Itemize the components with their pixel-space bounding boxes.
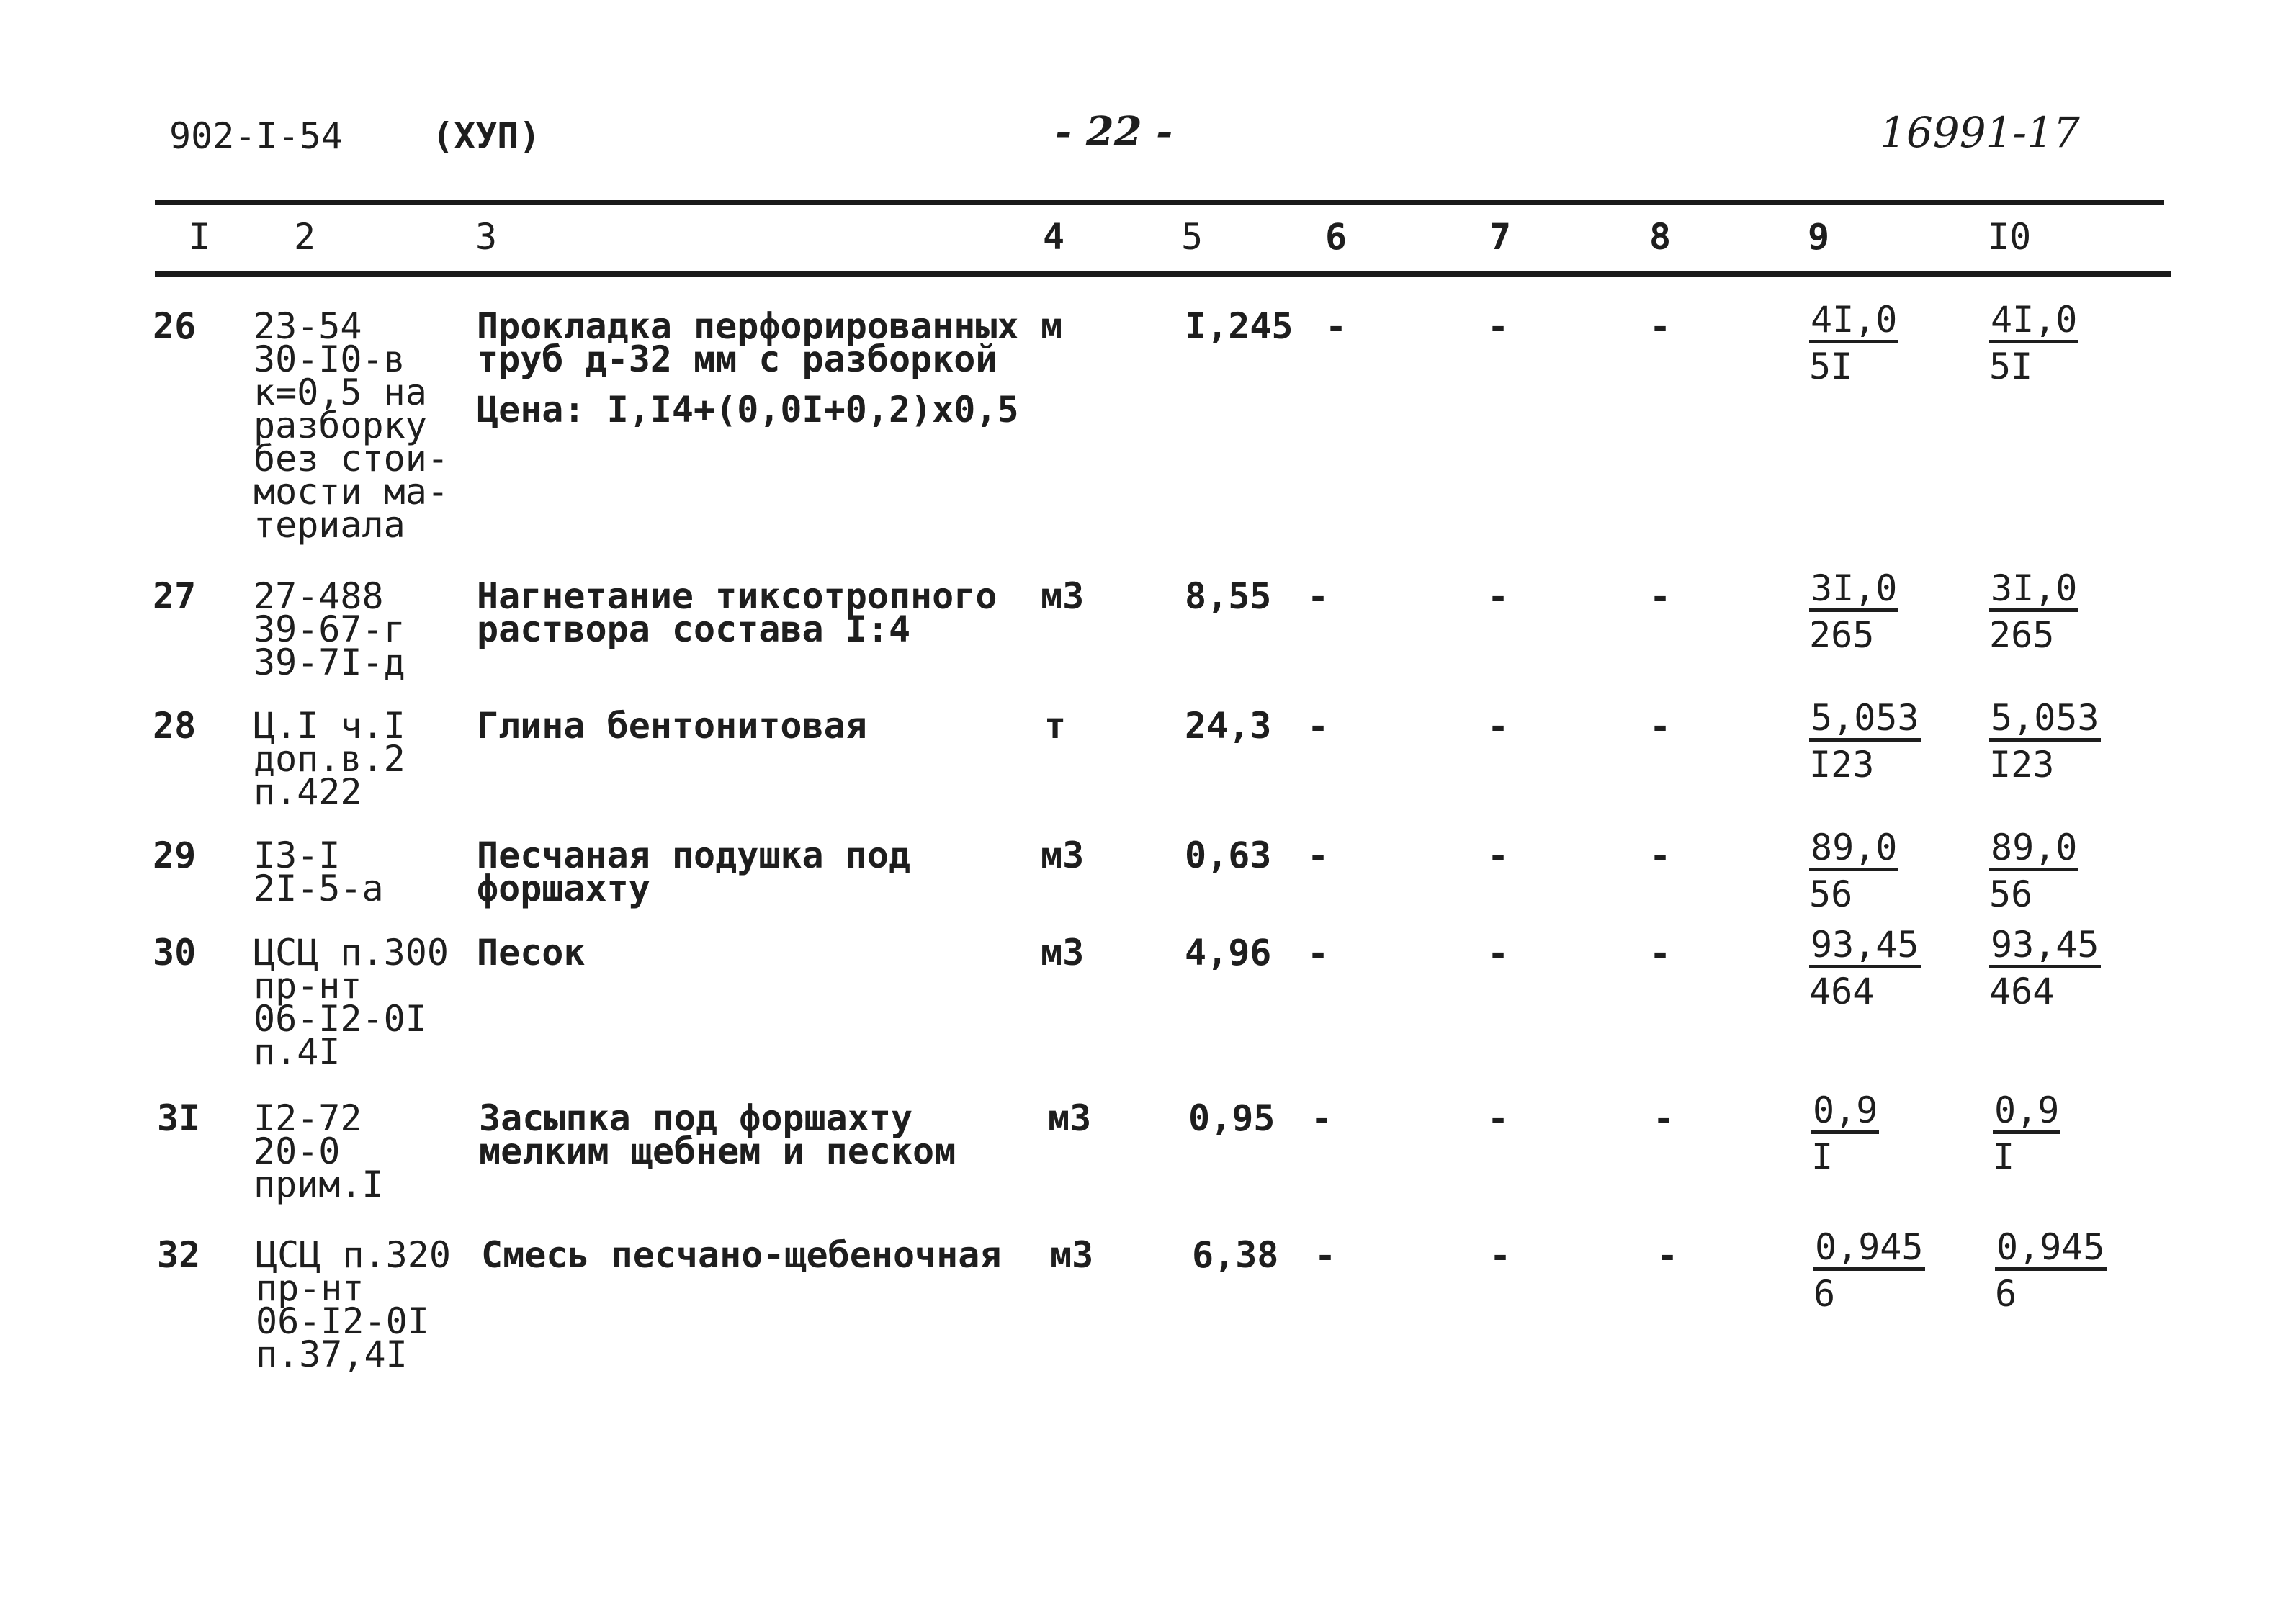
row-unit: м3 — [1041, 835, 1085, 876]
row-col10-fraction: $\frac{4I,0}{5I}$ — [1989, 299, 2078, 387]
row-col10-fraction: $\frac{3I,0}{265}$ — [1989, 567, 2078, 656]
row-col10-fraction: $\frac{5,053}{I23}$ — [1989, 697, 2099, 786]
row-col6: - — [1307, 932, 1329, 974]
price-note: Цена: I,I4+(0,0I+0,2)x0,5 — [477, 389, 1019, 431]
row-code: I3-I 2I-5-а — [254, 835, 384, 909]
row-quantity: I,245 — [1185, 305, 1293, 347]
row-number: 3I — [157, 1097, 201, 1139]
row-code: ЦСЦ п.300 пр-нт 06-I2-0I п.4I — [254, 932, 449, 1073]
row-col9-fraction: $\frac{5,053}{I23}$ — [1809, 697, 1919, 786]
row-name: Смесь песчано-щебеночная — [481, 1234, 1002, 1276]
row-col9-fraction: $\frac{0,945}{6}$ — [1813, 1226, 1924, 1315]
row-col7: - — [1487, 706, 1510, 747]
album-number: (ХУП) — [432, 115, 541, 157]
row-unit: м3 — [1041, 932, 1085, 973]
row-code: Ц.I ч.I доп.в.2 п.422 — [254, 705, 405, 813]
row-col9-fraction: $\frac{93,45}{464}$ — [1809, 924, 1919, 1012]
row-col6: - — [1307, 576, 1329, 618]
row-quantity: 0,95 — [1188, 1097, 1275, 1139]
row-col6: - — [1314, 1235, 1337, 1277]
row-unit: м3 — [1050, 1234, 1094, 1276]
row-name: Песчаная подушка под форшахту — [477, 835, 911, 909]
row-col10-fraction: $\frac{0,945}{6}$ — [1995, 1226, 2105, 1315]
row-quantity: 6,38 — [1192, 1234, 1279, 1276]
row-col6: - — [1307, 706, 1329, 747]
top-rule — [155, 200, 2164, 205]
row-number: 26 — [153, 305, 197, 347]
row-quantity: 8,55 — [1185, 575, 1272, 617]
row-code: I2-72 20-0 прим.I — [254, 1097, 384, 1205]
row-col9-fraction: $\frac{0,9}{I}$ — [1811, 1089, 1878, 1178]
row-quantity: 0,63 — [1185, 835, 1272, 876]
row-col8: - — [1649, 706, 1672, 747]
row-number: 29 — [153, 835, 197, 876]
row-col8: - — [1653, 1098, 1675, 1140]
column-header-8: 8 — [1649, 216, 1672, 258]
row-col8: - — [1649, 576, 1672, 618]
row-col7: - — [1487, 576, 1510, 618]
column-header-2: 2 — [294, 216, 316, 258]
row-col7: - — [1489, 1235, 1512, 1277]
row-quantity: 24,3 — [1185, 705, 1272, 747]
row-name: Нагнетание тиксотропного раствора состава I:4 — [477, 575, 997, 650]
column-header-10: I0 — [1988, 216, 2032, 258]
row-col6: - — [1311, 1098, 1333, 1140]
row-code: ЦСЦ п.320 пр-нт 06-I2-0I п.37,4I — [256, 1234, 451, 1375]
row-col7: - — [1487, 306, 1510, 348]
row-number: 27 — [153, 575, 197, 617]
row-unit: м3 — [1041, 575, 1085, 617]
row-col8: - — [1649, 306, 1672, 348]
row-col6: - — [1325, 306, 1347, 348]
column-header-9: 9 — [1808, 216, 1830, 258]
row-col8: - — [1656, 1235, 1679, 1277]
row-name: Прокладка перфорированных труб д-32 мм с разборкой Цена: I,I4+(0,0I+0,2)x0,5 — [477, 305, 1019, 431]
row-number: 32 — [157, 1234, 201, 1276]
inventory-number: 16991-17 — [1880, 108, 2080, 157]
column-header-7: 7 — [1489, 216, 1512, 258]
row-name: Песок — [477, 932, 586, 973]
column-header-5: 5 — [1181, 216, 1203, 258]
column-header-4: 4 — [1043, 216, 1065, 258]
row-col10-fraction: $\frac{93,45}{464}$ — [1989, 924, 2099, 1012]
row-col8: - — [1649, 835, 1672, 877]
row-col7: - — [1487, 1098, 1510, 1140]
document-code: 902-I-54 — [169, 115, 343, 157]
row-name: Глина бентонитовая — [477, 705, 867, 747]
header-rule — [155, 271, 2171, 277]
row-code: 27-488 39-67-г 39-7I-д — [254, 575, 405, 683]
row-col10-fraction: $\frac{89,0}{56}$ — [1989, 827, 2078, 915]
row-col7: - — [1487, 932, 1510, 974]
row-col6: - — [1307, 835, 1329, 877]
row-code: 23-54 30-I0-в к=0,5 на разборку без стои- мости ма- териала — [254, 305, 449, 546]
row-quantity: 4,96 — [1185, 932, 1272, 973]
page-number: - 22 - — [1055, 108, 1173, 156]
row-number: 30 — [153, 932, 197, 973]
row-unit: м — [1041, 305, 1063, 347]
column-header-6: 6 — [1325, 216, 1347, 258]
row-number: 28 — [153, 705, 197, 747]
row-col10-fraction: $\frac{0,9}{I}$ — [1993, 1089, 2060, 1178]
row-col8: - — [1649, 932, 1672, 974]
row-unit: м3 — [1048, 1097, 1092, 1139]
row-name: Засыпка под форшахту мелким щебнем и песком — [479, 1097, 956, 1172]
column-header-3: 3 — [475, 216, 498, 258]
row-col9-fraction: $\frac{3I,0}{265}$ — [1809, 567, 1898, 656]
row-col9-fraction: $\frac{89,0}{56}$ — [1809, 827, 1898, 915]
row-col7: - — [1487, 835, 1510, 877]
row-col9-fraction: $\frac{4I,0}{5I}$ — [1809, 299, 1898, 387]
column-header-1: I — [189, 216, 211, 258]
row-unit: т — [1044, 705, 1067, 747]
